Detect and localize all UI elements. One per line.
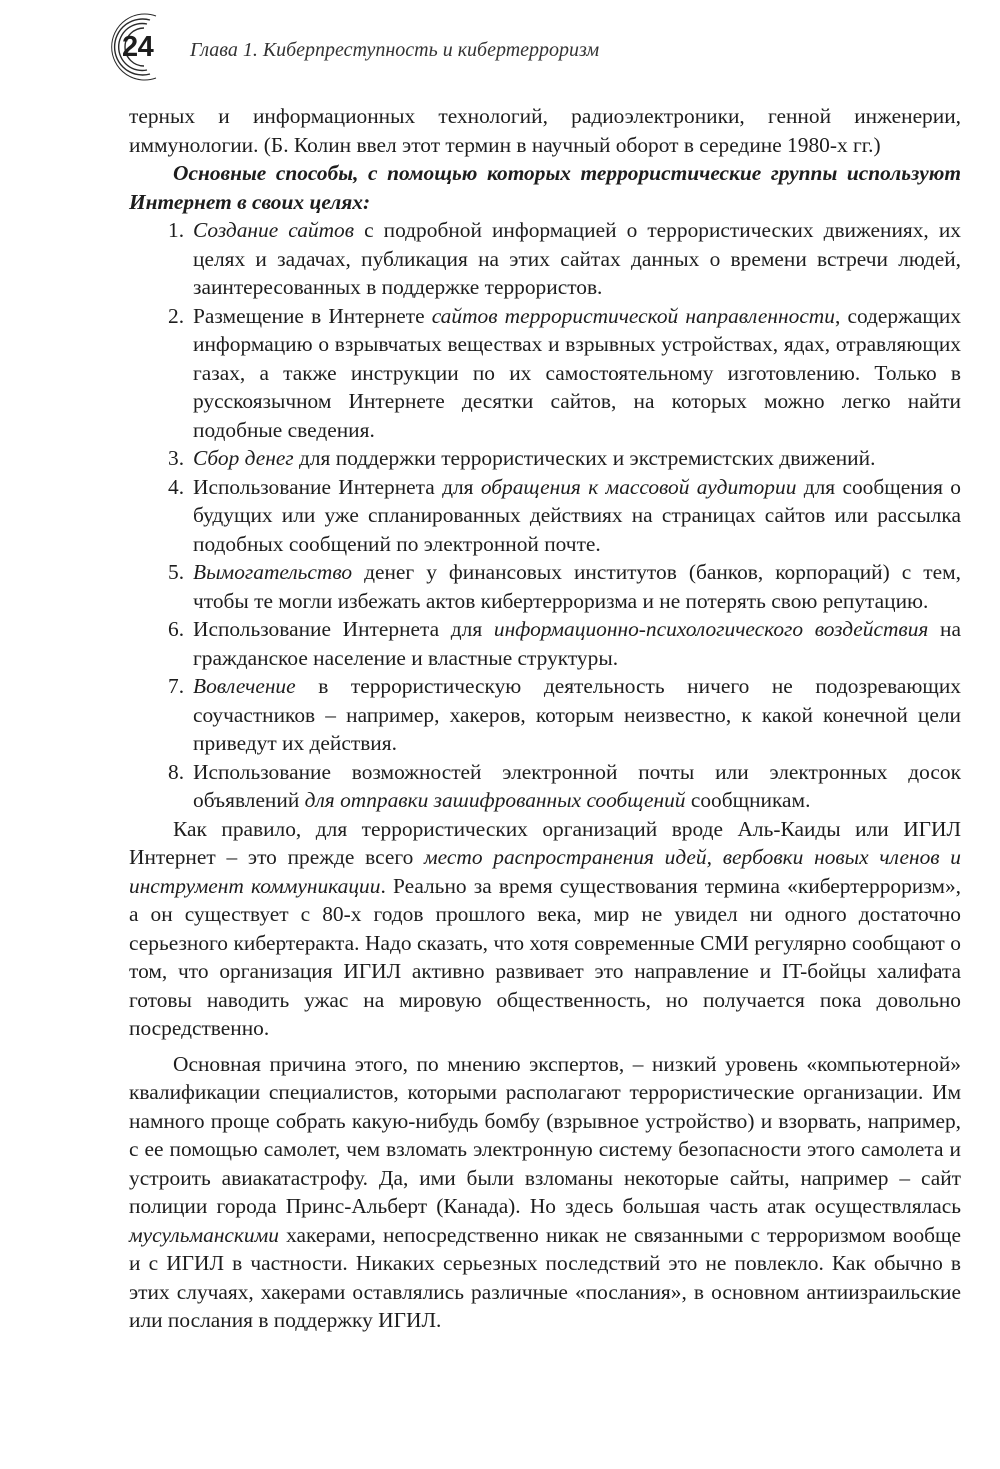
page-number-badge: [100, 12, 162, 82]
list-item: [129, 615, 961, 672]
item-text: , содержащих информацию о взрывчатых веществах и взрывных устройствах, ядах, отравляющих газах, а также инструкции по их самостоятельному изготовлению. Только в русскоязычном Интернете десятки сайтов, на которых можно легко найти подобные сведения.: [193, 303, 962, 442]
list-item: [129, 302, 961, 445]
item-text: Использование Интернета для: [193, 474, 481, 499]
page-body: [129, 102, 961, 1335]
item-emphasis: сайтов террористической направленности: [431, 303, 835, 328]
paragraph-emphasis: место распространения идей, вербовки новых членов и инструмент коммуникации: [129, 845, 961, 898]
paragraph-text: . Реально за время существования термина «кибертерроризм», а он существует с 80-х годов прошлого века, мир не увидел ни одного достаточно серьезного кибертеракта. Надо сказать, что хотя современные СМИ регулярно сообщают о том, что организация ИГИЛ активно развивает это направление и IT-бойцы халифата готовы наводить ужас на мировую общественность, но получается пока довольно посредственно.: [129, 873, 961, 1040]
item-text: Использование возможностей электронной почты или электронных досок объявлений: [193, 759, 961, 812]
running-title: Глава 1. Киберпреступность и кибертерроризм: [190, 39, 600, 61]
page-header: [100, 12, 960, 92]
paragraph-emphasis: мусульманскими: [129, 1222, 279, 1247]
page-number: 24: [122, 31, 154, 63]
item-number: 6.: [168, 617, 185, 641]
list-item: [129, 473, 961, 559]
item-text: в террористическую деятельность ничего не подозревающих соучастников – например, хакеров, которым неизвестно, к какой конечной цели приведут их действия.: [193, 674, 961, 755]
item-number: 5.: [168, 560, 185, 584]
paragraph-text: Как правило, для террористических организаций вроде Аль-Каиды или ИГИЛ Интернет – это прежде всего: [129, 816, 961, 869]
item-text: для сообщения о будущих или уже спланированных действиях на страницах сайтов или рассылка подобных сообщений по электронной почте.: [193, 474, 961, 556]
item-number: 8.: [168, 759, 185, 784]
list-lead: Основные способы, с помощью которых террористические группы используют Интернет в своих целях:: [129, 161, 961, 214]
item-number: 3.: [168, 446, 185, 470]
body-paragraph-2: [129, 1050, 961, 1335]
paragraph-text: Основная причина этого, по мнению экспертов, – низкий уровень «компьютерной» квалификации специалистов, которыми располагают террористические организации. Им намного проще собрать какую-нибудь бомбу (взрывное устройство) и взорвать, например, с ее помощью самолет, чем взломать электронную систему безопасности этого самолета и устроить авиакатастрофу. Да, ими были взломаны некоторые сайты, например – сайт полиции города Принс-Альберт (Канада). Но здесь большая часть атак осуществлялась: [129, 1051, 961, 1218]
item-text: для поддержки террористических и экстремистских движений.: [293, 446, 876, 470]
item-text: Использование Интернета для: [193, 617, 494, 641]
item-emphasis: Создание сайтов: [193, 218, 355, 242]
item-emphasis: Сбор денег: [193, 446, 294, 470]
item-emphasis: обращения к массовой аудитории: [480, 474, 797, 499]
body-paragraph-1: [129, 815, 961, 1043]
item-text: Размещение в Интернете: [193, 303, 432, 328]
item-text: сообщникам.: [685, 788, 811, 812]
item-text: денег у финансовых институтов (банков, корпораций) с тем, чтобы те могли избежать актов кибертерроризма и не потерять свою репутацию.: [193, 560, 961, 613]
item-number: 2.: [168, 303, 185, 328]
paragraph-text: хакерами, непосредственно никак не связанными с терроризмом вообще и с ИГИЛ в частности. Никаких серьезных последствий это не повлекло. Как обычно в этих случаях, хакерами оставлялись различные «послания», в основном антиизраильские или послания в поддержку ИГИЛ.: [129, 1222, 961, 1332]
item-number: 7.: [168, 674, 185, 698]
item-text: на гражданское население и властные структуры.: [193, 617, 961, 670]
item-number: 1.: [168, 218, 185, 242]
item-number: 4.: [168, 474, 185, 499]
item-emphasis: Вымогательство: [193, 560, 353, 584]
list-item: [129, 558, 961, 615]
list-item: [129, 216, 961, 302]
item-emphasis: Вовлечение: [193, 674, 296, 698]
item-text: с подробной информацией о террористических движениях, их целях и задачах, публикация на этих сайтах данных о времени встречи людей, заинтересованных в поддержке террористов.: [193, 218, 961, 299]
list-item: [129, 672, 961, 758]
item-emphasis: для отправки зашифрованных сообщений: [304, 788, 686, 812]
methods-list: [129, 216, 961, 815]
item-emphasis: информационно-психологического воздействия: [493, 617, 929, 641]
intro-paragraph: терных и информационных технологий, радиоэлектроники, генной инженерии, иммунологии. (Б. Колин ввел этот термин в научный оборот в середине 1980-х гг.): [129, 104, 961, 157]
list-item: [129, 758, 961, 815]
list-item: [129, 444, 961, 473]
